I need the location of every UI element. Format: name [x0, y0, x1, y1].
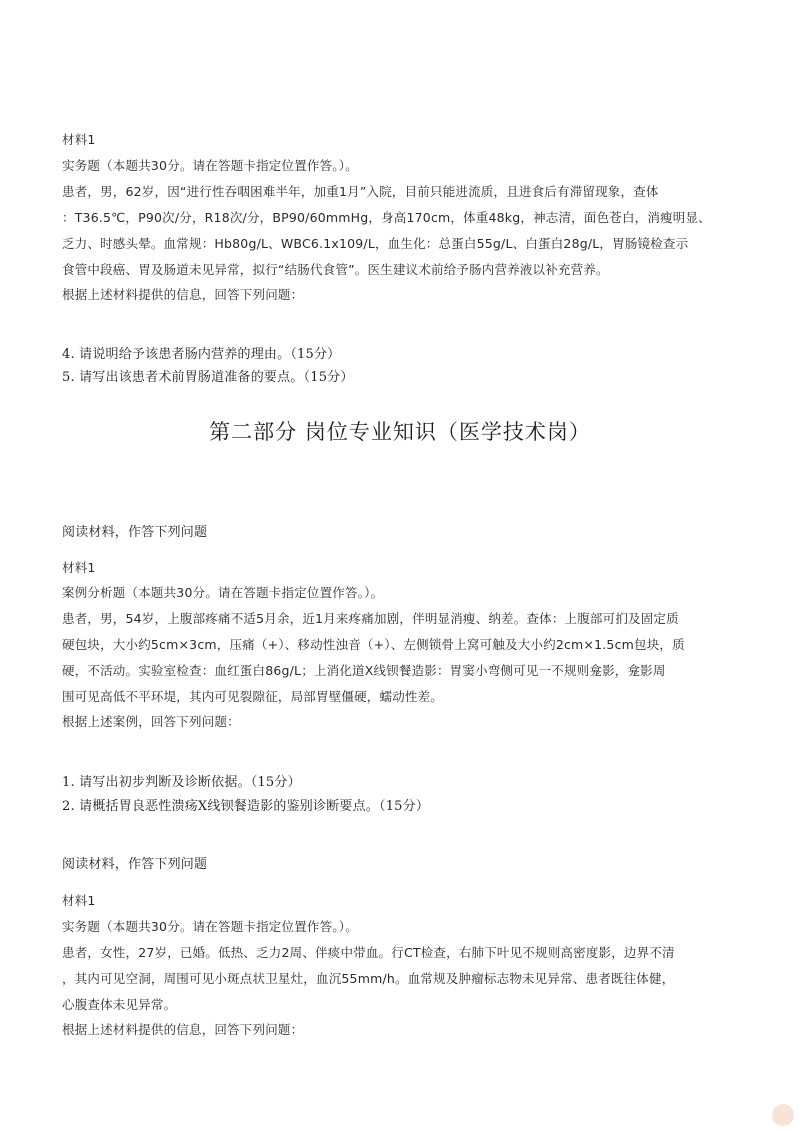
question-item: 1. 请写出初步判断及诊断依据。（15分）: [62, 775, 301, 790]
case-line: 患者，男，54岁，上腹部疼痛不适5月余，近1月来疼痛加剧，伴明显消瘦、纳差。查体：上腹部可扪及固定质: [62, 611, 679, 626]
case-line: 食管中段癌、胃及肠道未见异常，拟行“结肠代食管”。医生建议术前给予肠内营养液以补充营养。: [62, 262, 609, 277]
material-label: 材料1: [62, 560, 96, 575]
material-label: 材料1: [62, 893, 96, 908]
instruction: 根据上述材料提供的信息，回答下列问题：: [62, 1022, 304, 1037]
reading-instruction: 阅读材料，作答下列问题: [62, 857, 208, 872]
task-type: 实务题（本题共30分。请在答题卡指定位置作答。）。: [62, 158, 358, 173]
task-type: 案例分析题（本题共30分。请在答题卡指定位置作答。）。: [62, 585, 384, 600]
case-line: 心腹查体未见异常。: [62, 997, 177, 1012]
case-line: 围可见高低不平环堤，其内可见裂隙征，局部胃壁僵硬，蠕动性差。: [62, 689, 444, 704]
instruction: 根据上述案例，回答下列问题：: [62, 714, 240, 729]
case-line: 硬，不活动。实验室检查：血红蛋白86g/L；上消化道X线钡餐造影：胃窦小弯侧可见一不规则龛影，龛影周: [62, 663, 666, 678]
reading-instruction: 阅读材料，作答下列问题: [62, 525, 208, 540]
question-item: 4. 请说明给予该患者肠内营养的理由。（15分）: [62, 347, 341, 362]
question-item: 5. 请写出该患者术前胃肠道准备的要点。（15分）: [62, 370, 354, 385]
case-line: 乏力、时感头晕。血常规：Hb80g/L、WBC6.1x109/L，血生化：总蛋白55g/L、白蛋白28g/L，胃肠镜检查示: [62, 236, 689, 251]
case-line: 硬包块，大小约5cm×3cm，压痛（+）、移动性浊音（+）、左侧锁骨上窝可触及大小约2cm×1.5cm包块，质: [62, 637, 685, 652]
task-type: 实务题（本题共30分。请在答题卡指定位置作答。）。: [62, 919, 358, 934]
case-line: 患者，男，62岁，因“进行性吞咽困难半年，加重1月”入院，目前只能进流质，且进食后有滞留现象，查体: [62, 184, 659, 199]
instruction: 根据上述材料提供的信息，回答下列问题：: [62, 287, 304, 302]
case-line: 患者，女性，27岁，已婚。低热、乏力2周、伴痰中带血。行CT检查，右肺下叶见不规则高密度影，边界不清: [62, 945, 675, 960]
section-title: 第二部分 岗位专业知识（医学技术岗）: [209, 420, 591, 444]
material-label: 材料1: [62, 132, 96, 147]
watermark-logo: [772, 1104, 794, 1126]
case-line: ：T36.5℃，P90次/分，R18次/分，BP90/60mmHg，身高170cm，体重48kg，神志清，面色苍白，消瘦明显、: [62, 210, 711, 225]
question-item: 2. 请概括胃良恶性溃疡X线钡餐造影的鉴别诊断要点。（15分）: [62, 799, 430, 814]
case-line: ，其内可见空洞，周围可见小斑点状卫星灶，血沉55mm/h。血常规及肿瘤标志物未见异常、患者既往体健，: [62, 971, 675, 986]
